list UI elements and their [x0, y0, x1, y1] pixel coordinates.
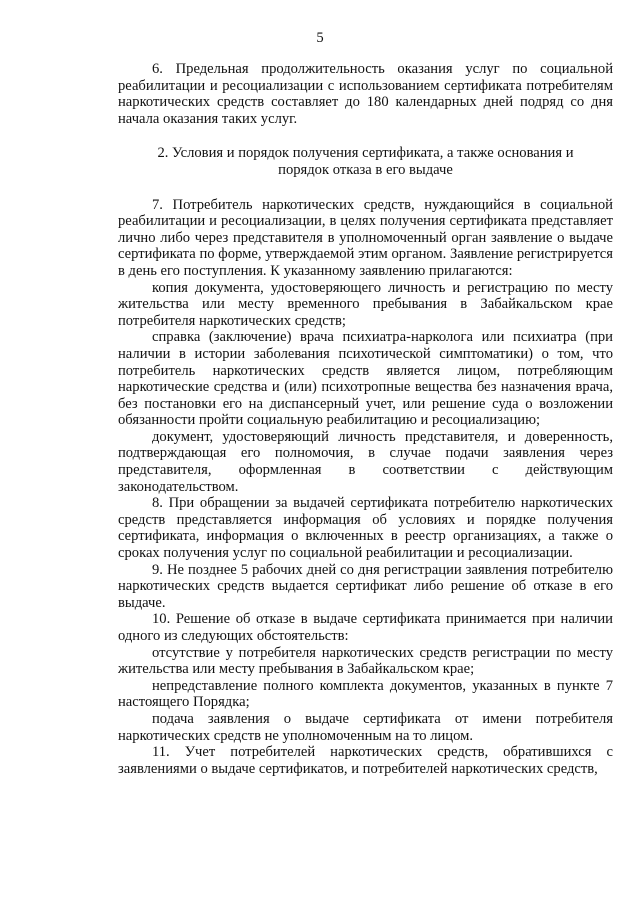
- paragraph-7-item-2: справка (заключение) врача психиатра-нарколога или психиатра (при наличии в истории заболевания психотической симптоматики) о том, что потребитель наркотических средств является лицом, потребляющим наркотические средства и (или) психотропные вещества без назначения врача, без постановки его на диспансерный учет, или решение суда о возложении обязанности пройти социальную реабилитацию и ресоциализацию;: [118, 329, 613, 429]
- paragraph-10-item-1: отсутствие у потребителя наркотических средств регистрации по месту жительства или месту пребывания в Забайкальском крае;: [118, 644, 613, 678]
- paragraph-10-item-2: непредставление полного комплекта документов, указанных в пункте 7 настоящего Порядка;: [118, 677, 613, 711]
- paragraph-11: 11. Учет потребителей наркотических средств, обратившихся с заявлениями о выдаче сертификатов, и потребителей наркотических средств,: [118, 744, 613, 777]
- paragraph-7-item-3: документ, удостоверяющий личность представителя, и доверенность, подтверждающая его полномочия, в случае подачи заявления через представителя, оформленная в соответствии с действующим законодательством.: [118, 428, 613, 495]
- paragraph-7-item-1: копия документа, удостоверяющего личность и регистрацию по месту жительства или месту временного пребывания в Забайкальском крае потребителя наркотических средств;: [118, 279, 613, 329]
- paragraph-9: 9. Не позднее 5 рабочих дней со дня регистрации заявления потребителю наркотических средств выдается сертификат либо решение об отказе в его выдаче.: [118, 561, 613, 611]
- paragraph-6: 6. Предельная продолжительность оказания услуг по социальной реабилитации и ресоциализации с использованием сертификата потребителям наркотических средств составляет до 180 календарных дней подряд со дня начала оказания таких услуг.: [118, 61, 613, 127]
- paragraph-10: 10. Решение об отказе в выдаче сертификата принимается при наличии одного из следующих обстоятельств:: [118, 611, 613, 644]
- page-number: 5: [316, 30, 324, 46]
- document-body: [118, 61, 613, 777]
- paragraph-8: 8. При обращении за выдачей сертификата потребителю наркотических средств представляется информация об условиях и порядке получения сертификата, информация о включенных в реестр организациях, а также о сроках получения услуг по социальной реабилитации и ресоциализации.: [118, 495, 613, 562]
- section-heading: 2. Условия и порядок получения сертификата, а также основания и порядок отказа в его выдаче: [157, 145, 574, 178]
- paragraph-10-item-3: подача заявления о выдаче сертификата от имени потребителя наркотических средств не уполномоченным на то лицом.: [118, 710, 613, 744]
- paragraph-7: 7. Потребитель наркотических средств, нуждающийся в социальной реабилитации и ресоциализации, в целях получения сертификата представляет лично либо через представителя в уполномоченный орган заявление о выдаче сертификата по форме, утверждаемой этим органом. Заявление регистрируется в день его поступления. К указанному заявлению прилагаются:: [118, 196, 613, 279]
